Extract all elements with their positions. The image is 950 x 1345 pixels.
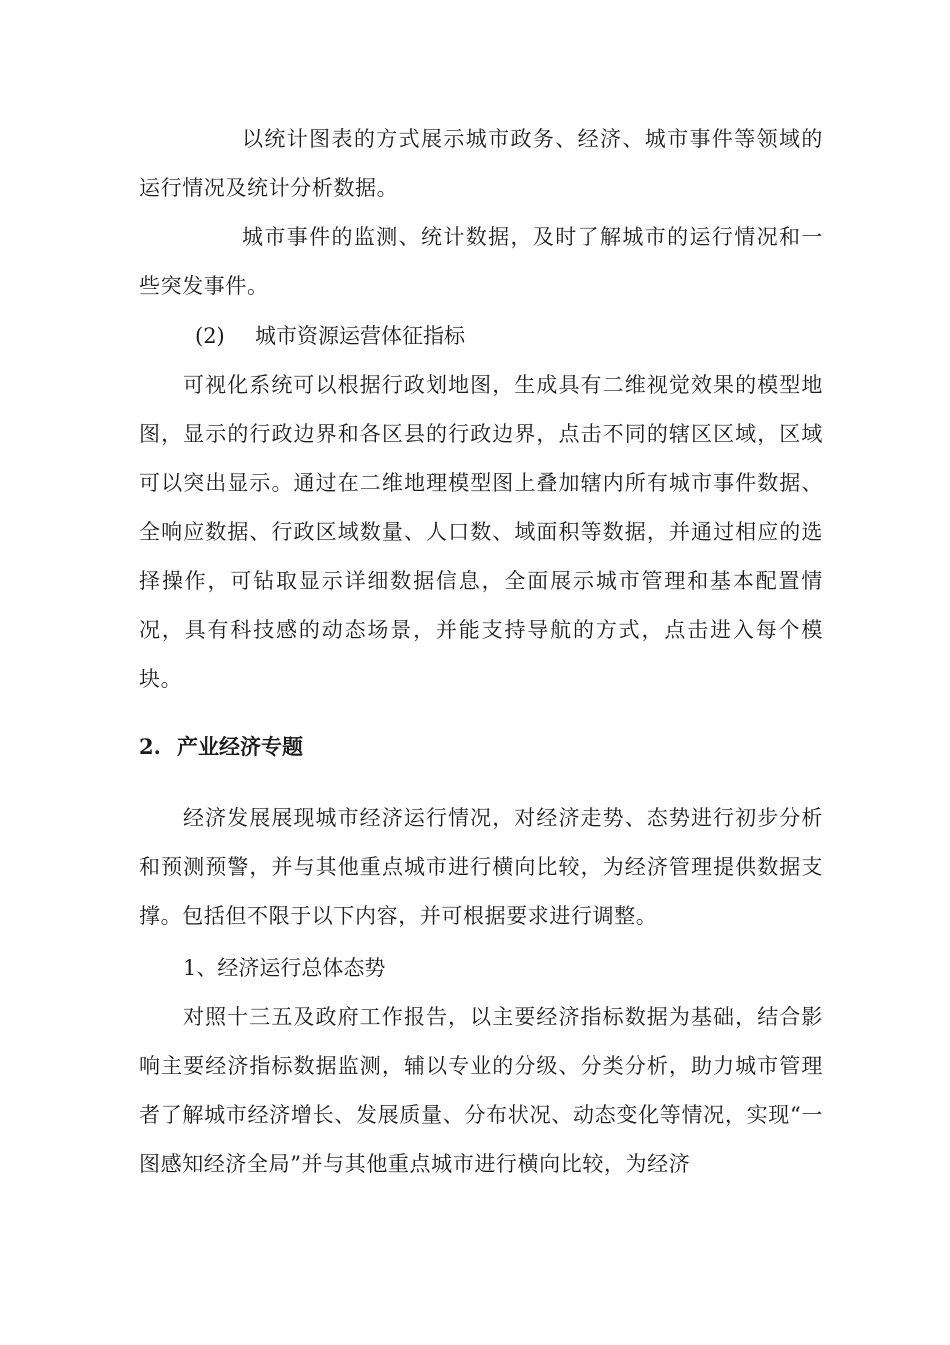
subheading-city-resource-indicators xyxy=(195,312,465,361)
subheading-economic-overall-trend: 1、经济运行总体态势 xyxy=(183,956,386,980)
subheading-text: 城市资源运营体征指标 xyxy=(255,324,465,348)
section-heading-industrial-economy xyxy=(139,722,303,771)
paragraph-economic-development: 经济发展展现城市经济运行情况，对经济走势、态势进行初步分析和预测预警，并与其他重点城市进行横向比较，为经济管理提供数据支撑。包括但不限于以下内容，并可根据要求进行调整。 xyxy=(139,806,823,928)
paragraph-stats-charts: 以统计图表的方式展示城市政务、经济、城市事件等领域的运行情况及统计分析数据。 xyxy=(139,127,823,200)
paragraph-city-events: 城市事件的监测、统计数据，及时了解城市的运行情况和一些突发事件。 xyxy=(139,225,823,298)
subheading-number: (2) xyxy=(195,324,225,348)
section-heading-text: 产业经济专题 xyxy=(177,734,303,759)
section-heading-number: 2. xyxy=(139,734,161,759)
paragraph-visualization-system: 可视化系统可以根据行政划地图，生成具有二维视觉效果的模型地图，显示的行政边界和各区县的行政边界，点击不同的辖区区域，区域可以突出显示。通过在二维地理模型图上叠加辖内所有城市事件数据、全响应数据、行政区域数量、人口数、域面积等数据，并通过相应的选择操作，可钻取显示详细数据信息，全面展示城市管理和基本配置情况，具有科技感的动态场景，并能支持导航的方式，点击进入每个模块。 xyxy=(139,373,823,691)
paragraph-thirteenth-five-year: 对照十三五及政府工作报告，以主要经济指标数据为基础，结合影响主要经济指标数据监测，辅以专业的分级、分类分析，助力城市管理者了解城市经济增长、发展质量、分布状况、动态变化等情况，实现“一图感知经济全局”并与其他重点城市进行横向比较，为经济 xyxy=(139,1005,823,1176)
